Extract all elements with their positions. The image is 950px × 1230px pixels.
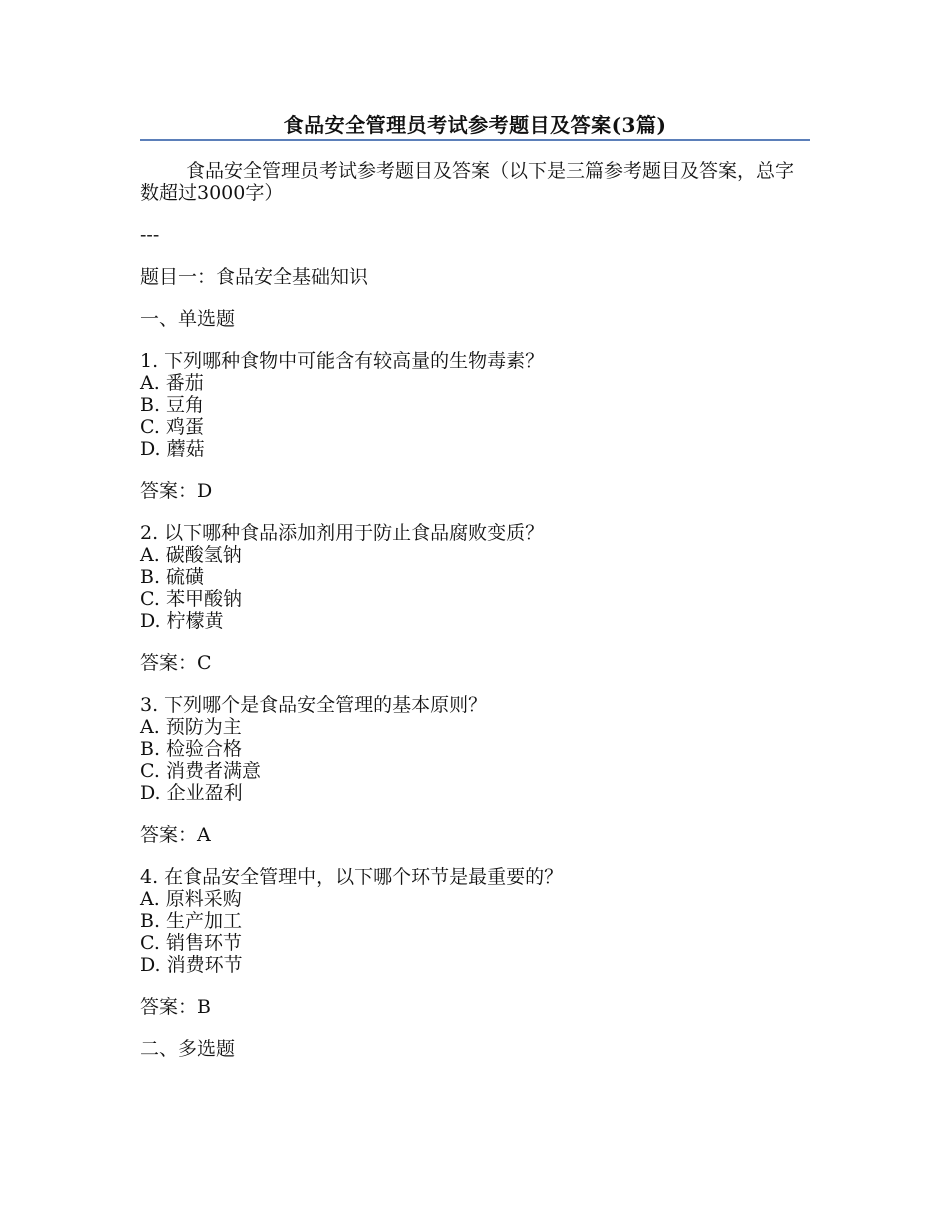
question-option: C. 苯甲酸钠 (140, 588, 242, 610)
separator-line: --- (140, 224, 160, 246)
question-stem: 1. 下列哪种食物中可能含有较高量的生物毒素？ (140, 350, 545, 372)
question-option: B. 硫磺 (140, 566, 205, 588)
title-underline (140, 139, 810, 141)
part-title-multiple-choice: 二、多选题 (140, 1038, 236, 1060)
question-answer: 答案：A (140, 824, 211, 846)
question-option: B. 生产加工 (140, 910, 243, 932)
question-option: D. 企业盈利 (140, 782, 243, 804)
question-option: C. 消费者满意 (140, 760, 261, 782)
question-option: A. 碳酸氢钠 (140, 544, 242, 566)
document-title: 食品安全管理员考试参考题目及答案(3篇) (283, 113, 667, 137)
question-stem: 3. 下列哪个是食品安全管理的基本原则？ (140, 694, 488, 716)
question-option: B. 豆角 (140, 394, 205, 416)
intro-paragraph: 食品安全管理员考试参考题目及答案（以下是三篇参考题目及答案，总字数超过3000字） (140, 160, 795, 204)
question-stem: 2. 以下哪种食品添加剂用于防止食品腐败变质？ (140, 522, 545, 544)
question-block (140, 522, 810, 632)
section-title: 题目一：食品安全基础知识 (140, 266, 369, 288)
question-answer: 答案：B (140, 996, 211, 1018)
question-option: A. 原料采购 (140, 888, 242, 910)
question-answer: 答案：C (140, 652, 212, 674)
part-title-single-choice: 一、单选题 (140, 308, 236, 330)
question-stem: 4. 在食品安全管理中，以下哪个环节是最重要的？ (140, 866, 564, 888)
question-option: D. 柠檬黄 (140, 610, 224, 632)
question-block (140, 350, 810, 460)
question-block (140, 694, 810, 804)
question-option: D. 消费环节 (140, 954, 243, 976)
question-option: C. 销售环节 (140, 932, 242, 954)
question-block (140, 866, 810, 976)
question-option: A. 预防为主 (140, 716, 242, 738)
document-body (140, 160, 810, 1060)
question-option: D. 蘑菇 (140, 438, 205, 460)
question-option: C. 鸡蛋 (140, 416, 204, 438)
question-option: A. 番茄 (140, 372, 204, 394)
question-option: B. 检验合格 (140, 738, 243, 760)
question-answer: 答案：D (140, 480, 213, 502)
